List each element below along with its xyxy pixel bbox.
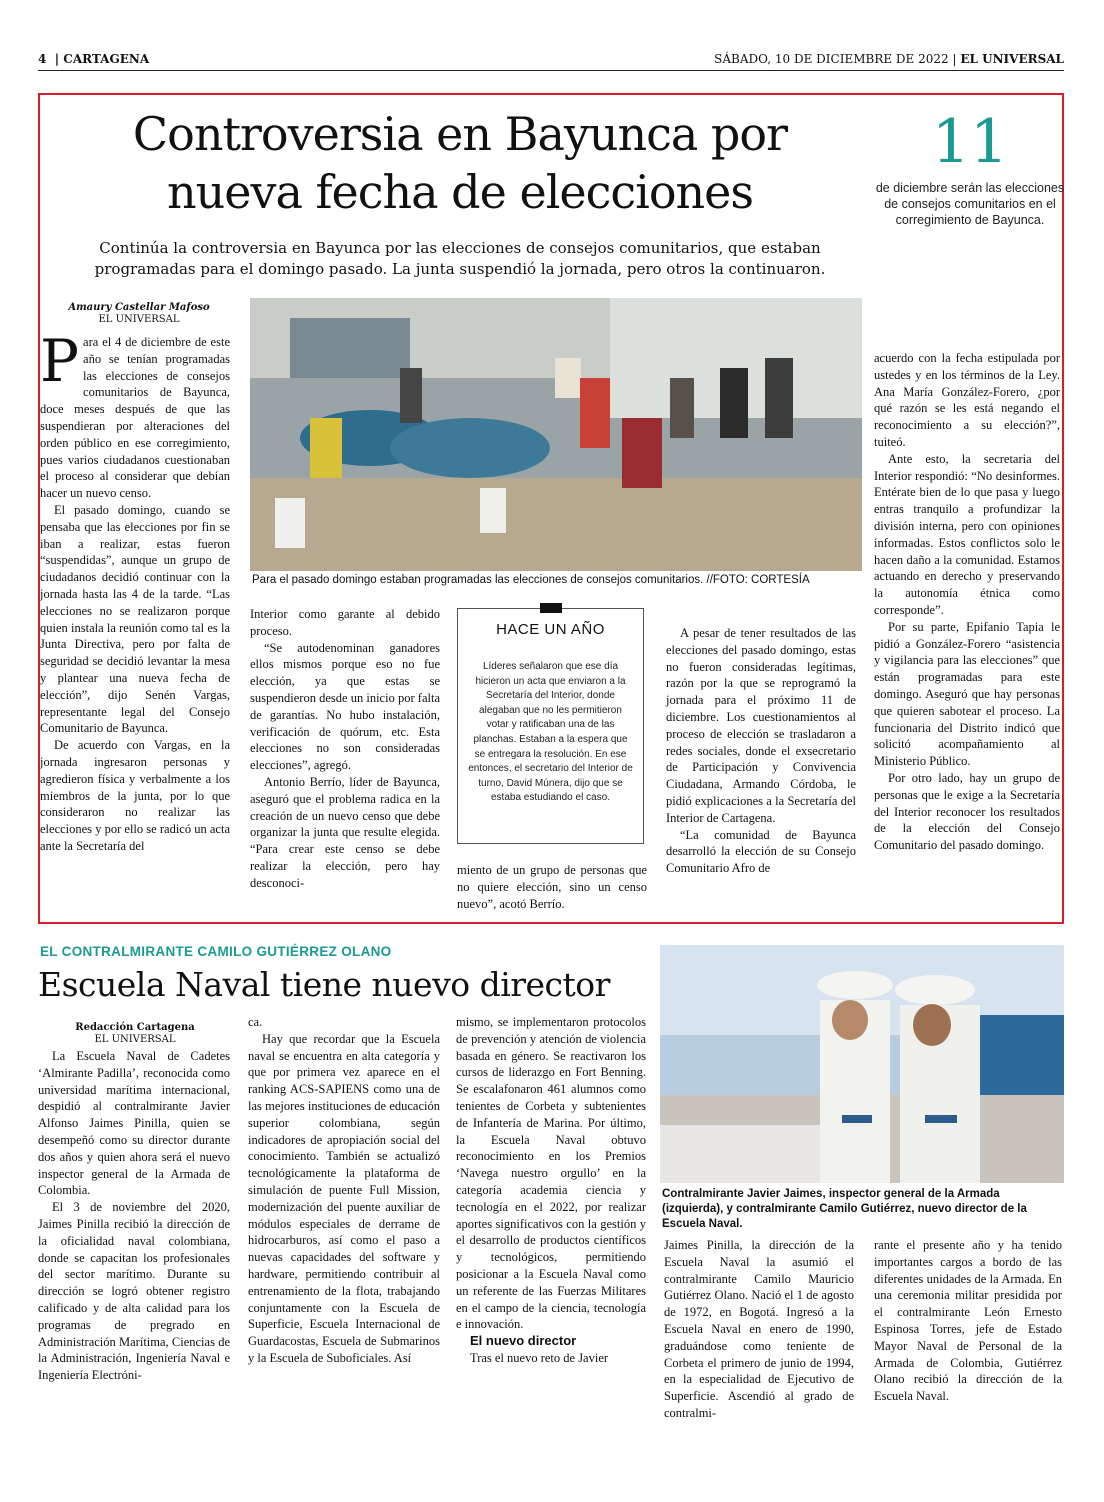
article2-column-1: La Escuela Naval de Cadetes ‘Almirante Padilla’, reconocida como universidad marítima internacional, despidió al contralmirante Javier Alfonso Jaimes Pinilla, quien se desempeñó como su director durante dos años y quien ahora será el nuevo inspector general de la Armada de Colombia. El 3 de noviembre del 2020, Jaimes Pinilla recibió la dirección de la oficialidad naval colombiana, donde se capacitan los profesionales del sector marítimo. Durante su dirección se logró obtener registro calificado y de alta calidad para los programas de pregrado en Administración Marítima, Ciencias de la Administración, Ingeniería Naval e Ingeniería Electróni- xyxy=(38,1049,230,1383)
sidebar-hace-un-ano xyxy=(457,608,644,844)
article2-headline: Escuela Naval tiene nuevo director xyxy=(38,965,610,1004)
article2-column-5: rante el presente año y ha tenido importantes cargos a bordo de las diferentes unidades de la Armada. En una ceremonia militar presidida por el contralmirante León Ernesto Espinosa Torres, jefe de Estado Mayor Naval de Personal de la Armada de Colombia, Gutiérrez Olano recibió la dirección de la Escuela Naval. xyxy=(874,1238,1062,1404)
article1-column-5: acuerdo con la fecha estipulada por ustedes y en los términos de la Ley. Ana María González-Forero, ¿por qué razón se les está negando el reconocimiento a su elección?”, tuiteó. Ante esto, la secretaria del Interior respondió: “No desinformes. Entérate bien de lo que pasa y luego entras tranquilo a profundizar la división interna, pero con opiniones informadas. Estos conflictos solo le hacen daño a la comunidad. Estamos actuando en derecho y preservando la autonomía étnica como corresponde”. Por su parte, Epifanio Tapia le pidió a González-Forero “asistencia y vigilancia para las elecciones” que están programadas para este domingo. Aseguró que hay personas que quieren sabotear el proceso. La funcionaria del Distrito indicó que solicitó acompañamiento al Ministerio Público. Por otro lado, hay un grupo de personas que le exige a la Secretaría del Interior reconocer los resultados de la elección del Consejo Comunitario del pasado domingo. xyxy=(874,351,1060,853)
article2-column-2: ca. Hay que recordar que la Escuela naval se encuentra en alta categoría y que por primera vez aparece en el ranking ACS-SAPIENS como una de las mejores instituciones de educación superior colombiana, según indicadores de apropiación social del conocimiento. También se actualizó tecnológicamente la plataforma de simulación de puente Full Mission, modernización del puente auxiliar de módulos especiales de derrame de hidrocarburos, así como el paso a nuevas capacidades del software y hardware, permitiendo contribuir al entrenamiento de la flota, trabajando conjuntamente con la Escuela de Superficie, Escuela Internacional de Guardacostas, Escuela de Submarinos y la Escuela de Suboficiales. Así xyxy=(248,1015,440,1365)
election-photo xyxy=(250,298,862,571)
article1-column-2: Interior como garante al debido proceso. “Se autodenominan ganadores ellos mismos porque eso no fue elección, ya que estas se suspendieron desde un inicio por falta de garantías. No hubo instalación, verificación de quórum, etc. Esta elecciones no son consideradas elecciones”, agregó. Antonio Berrío, líder de Bayunca, aseguró que el problema radica en la creación de un nuevo censo que debe organizar la junta que resulte elegida. “Para crear este censo se debe realizar la elección, pero hay desconoci- xyxy=(250,607,440,890)
election-photo-caption: Para el pasado domingo estaban programadas las elecciones de consejos comunitarios. //FOTO: CORTESÍA xyxy=(252,574,810,586)
article1-byline: Amaury Castellar Mafoso EL UNIVERSAL xyxy=(68,302,210,325)
stat-text: de diciembre serán las elecciones de consejos comunitarios en el corregimiento de Bayunca. xyxy=(875,181,1065,227)
page-date: SÁBADO, 10 DE DICIEMBRE DE 2022 | EL UNIVERSAL xyxy=(714,52,1064,66)
article2-byline: Redacción Cartagena EL UNIVERSAL xyxy=(75,1022,195,1045)
article1-headline: Controversia en Bayunca por nueva fecha de elecciones xyxy=(132,107,788,219)
sidebar-tab-marker xyxy=(540,603,562,613)
naval-photo-caption: Contralmirante Javier Jaimes, inspector general de la Armada (izquierda), y contralmirante Camilo Gutiérrez, nuevo director de la Escuela Naval. xyxy=(662,1188,1027,1230)
article1-lead: Continúa la controversia en Bayunca por las elecciones de consejos comunitarios, que estaban programadas para el domingo pasado. La junta suspendió la jornada, pero otros la continuaron. xyxy=(94,239,826,278)
subhead-nuevo-director: El nuevo director xyxy=(470,1333,577,1349)
page-section: 4 | CARTAGENA xyxy=(38,52,150,66)
sidebar-text: Líderes señalaron que ese día hicieron un acta que enviaron a la Secretaría del Interior, donde alegaban que no les permitieron votar y ratificaban una de las planchas. Estaban a la espera que se entregara la resolución. En ese entonces, el secretario del Interior de turno, David Múnera, dijo que se estaba estudiando el caso. xyxy=(468,661,633,804)
article2-kicker: EL CONTRALMIRANTE CAMILO GUTIÉRREZ OLANO xyxy=(40,944,392,959)
article2-column-3: mismo, se implementaron protocolos de prevención y atención de violencia basada en género. Se reactivaron los cursos de liderazgo en Fort Benning. Se escalafonaron 461 alumnos como tenientes de Corbeta y subtenientes de Infantería de Marina. Por último, la Escuela Naval obtuvo reconocimiento en los Premios ‘Navega nuestro orgullo’ en la categoría academia ciencia y tecnología en el 2022, por realizar aportes significativos con la gestión y el desarrollo de productos científicos y tecnológicos, permitiendo posicionar a la Escuela Naval como un referente de las Fuerzas Militares en el campo de la ciencia, tecnología e innovación. El nuevo director Tras el nuevo reto de Javier xyxy=(456,1015,646,1365)
sidebar-title: HACE UN AÑO xyxy=(496,621,605,638)
stat-number: 11 xyxy=(931,107,1009,177)
page-header xyxy=(38,50,1064,71)
naval-officers-photo xyxy=(660,945,1064,1183)
article1-column-3: miento de un grupo de personas que no quiere elección, sino un censo nuevo”, acotó Berrío. xyxy=(457,863,647,911)
article2-column-4: Jaimes Pinilla, la dirección de la Escuela Naval la asumió el contralmirante Camilo Mauricio Gutiérrez Olano. Nació el 1 de agosto de 1972, en Bogotá. Ingresó a la Escuela Naval en enero de 1990, graduándose como teniente de Corbeta el primero de junio de 1994, en la especialidad de Ejecutivo de Superficie. Ascendió al grado de contralmi- xyxy=(664,1238,854,1420)
article1-column-1: Para el 4 de diciembre de este año se tenían programadas las elecciones de consejos comunitarios de Bayunca, doce meses después de que las suspendieran por alteraciones del orden público en ese corregimiento, pues varios ciudadanos cuestionaban el proceso al considerar que debían hacer un nuevo censo. El pasado domingo, cuando se pensaba que las elecciones por fin se iban a realizar, estas fueron “suspendidas”, aunque un grupo de ciudadanos decidió continuar con la jornada hasta las 4 de la tarde. “Las elecciones no se realizaron porque quien instala la reunión como tal es la Junta Directiva, pero por falta de seguridad se decidió levantar la mesa y plantear una nueva fecha de elección”, dijo Senén Vargas, representante legal del Consejo Comunitario de Bayunca. De acuerdo con Vargas, en la jornada ingresaron personas y agredieron física y verbalmente a los miembros de la junta, por lo que consideraron no realizar las elecciones y por ello se radicó un acta ante la Secretaría del xyxy=(40,327,230,853)
article1-column-4: A pesar de tener resultados de las elecciones del pasado domingo, estas no fueron consideradas legítimas, razón por la que se reprogramó la jornada para el próximo 11 de diciembre. Los cuestionamientos al proceso de elección se trasladaron a redes sociales, donde el exsecretario de Participación y Convivencia Ciudadana, Armando Córdoba, le pidió explicaciones a la Secretaría del Interior de Cartagena. “La comunidad de Bayunca desarrolló la elección de su Consejo Comunitario Afro de xyxy=(666,626,856,876)
drop-cap: P xyxy=(40,327,80,395)
